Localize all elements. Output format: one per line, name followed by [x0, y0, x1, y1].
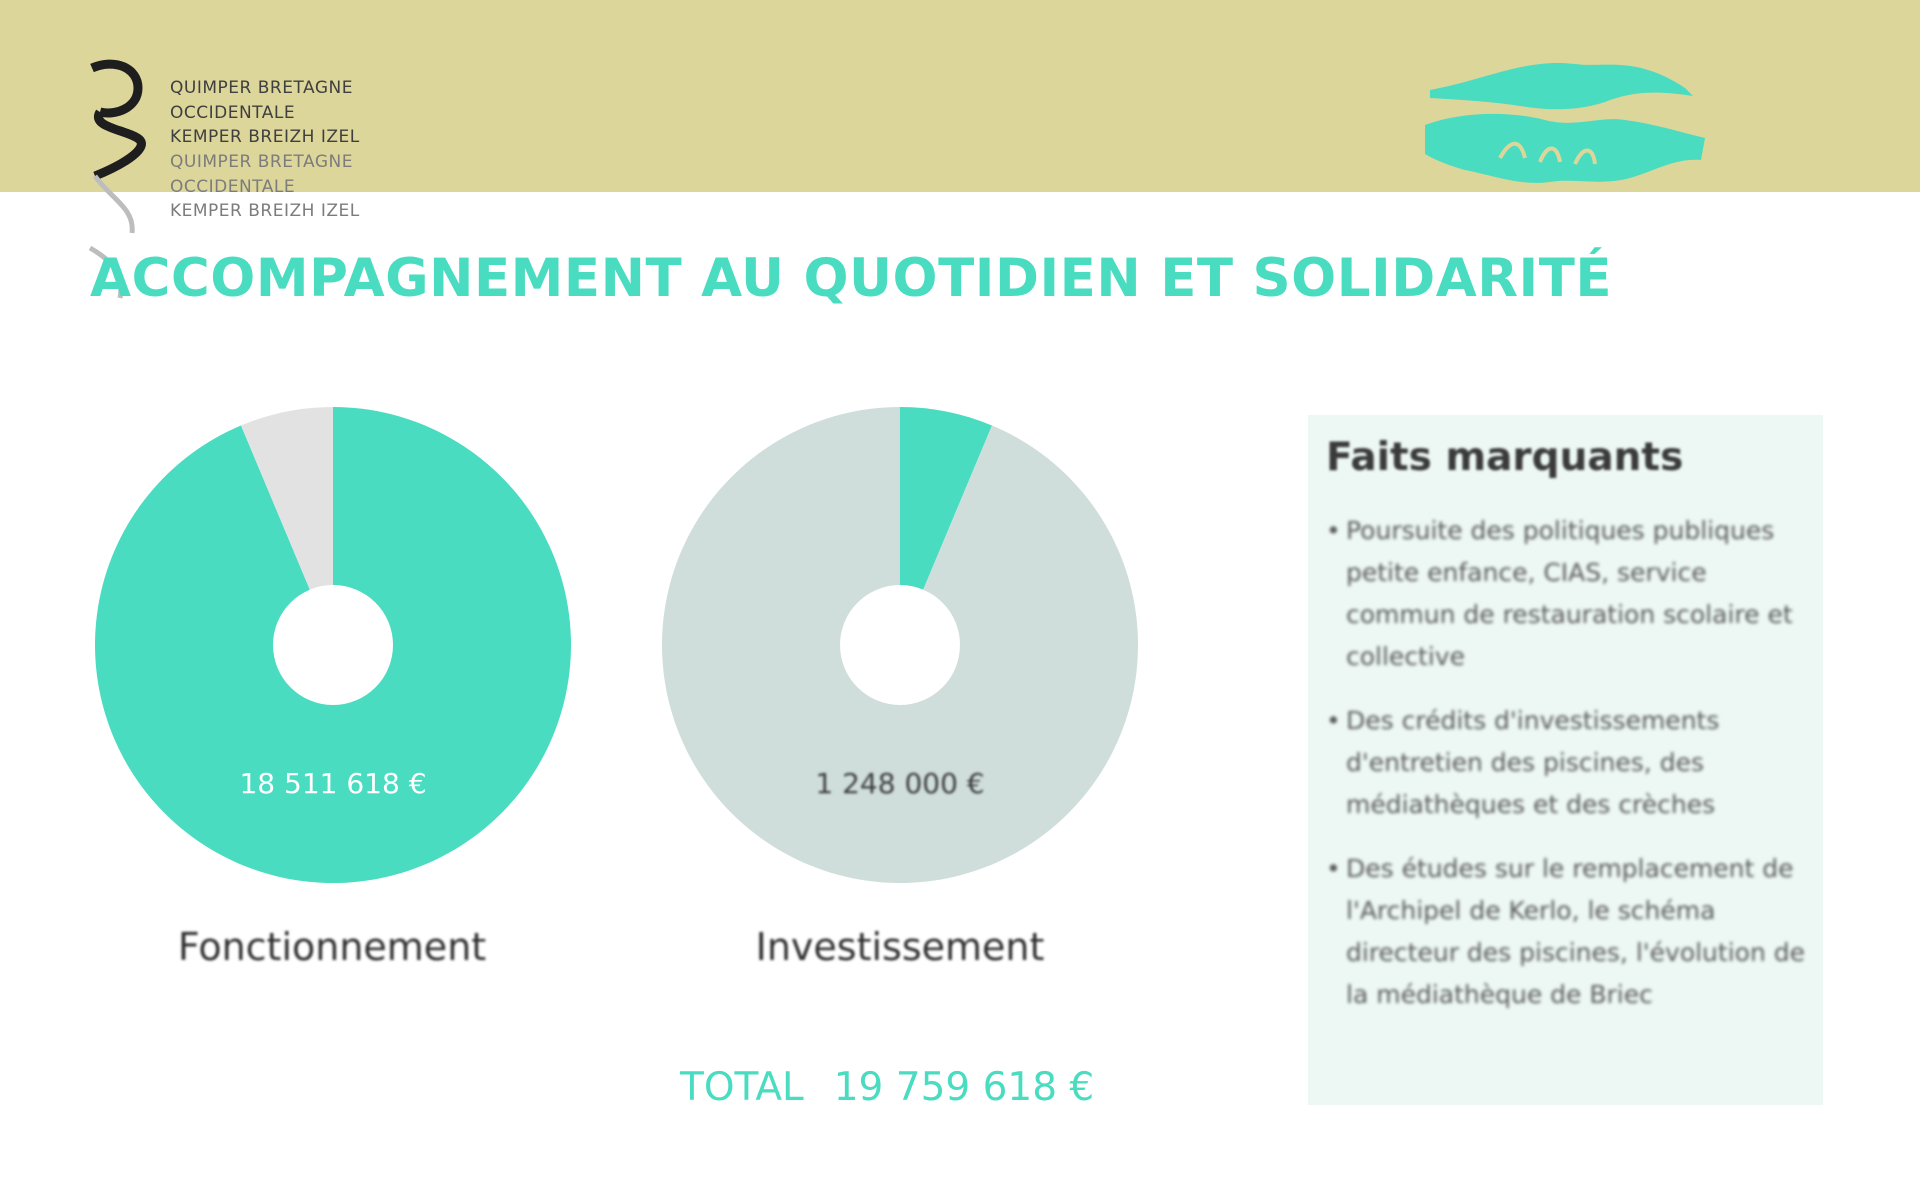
investissement-value-label: 1 248 000 € — [815, 767, 985, 800]
logo-line-4: QUIMPER BRETAGNE — [170, 151, 353, 172]
total-label: TOTAL — [680, 1065, 804, 1110]
facts-panel — [1308, 415, 1823, 1105]
total — [680, 1065, 1094, 1110]
facts-title: Faits marquants — [1326, 435, 1684, 480]
facts-item: • Des crédits d'investissements d'entretien des piscines, des médiathèques et des crèches — [1326, 700, 1805, 826]
logo-line-3: KEMPER BREIZH IZEL — [170, 127, 360, 148]
facts-list — [1326, 510, 1805, 1016]
page-title: ACCOMPAGNEMENT AU QUOTIDIEN ET SOLIDARITÉ — [90, 248, 1613, 309]
logo-line-1: QUIMPER BRETAGNE — [170, 78, 353, 98]
chart-label-investissement: Investissement — [755, 925, 1045, 969]
total-value: 19 759 618 € — [833, 1065, 1095, 1110]
facts-item: • Poursuite des politiques publiques petite enfance, CIAS, service commun de restauration scolaire et collective — [1326, 510, 1805, 678]
logo-line-5: OCCIDENTALE — [170, 176, 296, 197]
logo-line-2: OCCIDENTALE — [170, 102, 296, 123]
chart-label-fonctionnement: Fonctionnement — [177, 925, 487, 969]
logo-line-6: KEMPER BREIZH IZEL — [170, 201, 360, 222]
investissement-donut-hole — [840, 585, 960, 705]
facts-item: • Des études sur le remplacement de l'Archipel de Kerlo, le schéma directeur des piscines, l'évolution de la médiathèque de Briec — [1326, 848, 1805, 1016]
fonctionnement-donut-hole — [273, 585, 393, 705]
fonctionnement-value-label: 18 511 618 € — [239, 767, 427, 800]
